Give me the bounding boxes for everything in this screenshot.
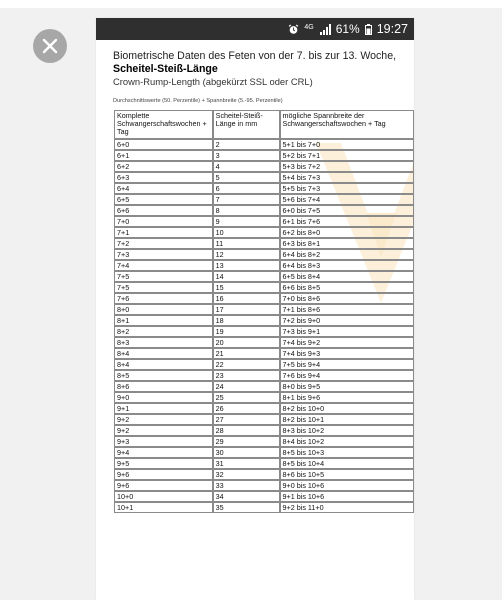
cell-crl: 3 [213,150,280,161]
cell-crl: 21 [213,348,280,359]
cell-crl: 28 [213,425,280,436]
cell-crl: 30 [213,447,280,458]
table-row [114,282,414,293]
cell-weeks: 7+0 [114,216,213,227]
cell-range: 8+0 bis 9+5 [280,381,414,392]
cell-weeks: 8+2 [114,326,213,337]
top-strip [0,0,502,8]
table-row [114,161,414,172]
cell-weeks: 6+5 [114,194,213,205]
table-row [114,238,414,249]
table-row [114,491,414,502]
header-crl: Scheitel-Steiß-Länge in mm [213,110,280,139]
table-row [114,172,414,183]
cell-weeks: 7+3 [114,249,213,260]
table-row [114,469,414,480]
cell-weeks: 9+6 [114,480,213,491]
cell-range: 7+3 bis 9+1 [280,326,414,337]
doc-title: Biometrische Daten des Feten von der 7. bis zur 13. Woche, [113,50,397,62]
cell-weeks: 9+6 [114,469,213,480]
cell-crl: 22 [213,359,280,370]
cell-crl: 20 [213,337,280,348]
table-row [114,260,414,271]
cell-range: 5+1 bis 7+0 [280,139,414,150]
cell-range: 8+5 bis 10+3 [280,447,414,458]
table-row [114,205,414,216]
cell-weeks: 6+3 [114,172,213,183]
cell-crl: 31 [213,458,280,469]
cell-weeks: 8+6 [114,381,213,392]
cell-range: 9+1 bis 10+6 [280,491,414,502]
crl-table [114,110,414,513]
cell-crl: 15 [213,282,280,293]
cell-range: 7+4 bis 9+2 [280,337,414,348]
cell-range: 8+2 bis 10+1 [280,414,414,425]
cell-weeks: 6+2 [114,161,213,172]
battery-icon [365,24,372,35]
cell-range: 5+5 bis 7+3 [280,183,414,194]
table-row [114,227,414,238]
cell-crl: 14 [213,271,280,282]
cell-weeks: 7+5 [114,271,213,282]
cell-crl: 8 [213,205,280,216]
table-row [114,183,414,194]
cell-range: 8+2 bis 10+0 [280,403,414,414]
cell-weeks: 9+0 [114,392,213,403]
cell-weeks: 10+0 [114,491,213,502]
cell-weeks: 9+1 [114,403,213,414]
cell-crl: 7 [213,194,280,205]
cell-range: 8+4 bis 10+2 [280,436,414,447]
cell-crl: 11 [213,238,280,249]
cell-weeks: 9+2 [114,414,213,425]
network-type: 4G [304,23,314,31]
document-content [96,40,414,513]
cell-weeks: 9+5 [114,458,213,469]
doc-note: Durchschnittswerte (50. Perzentile) + Spannbreite (5.-95. Perzentile) [113,98,283,104]
status-bar [96,18,414,40]
table-body [114,139,414,513]
table-row [114,370,414,381]
doc-subtitle: Scheitel-Steiß-Länge [113,63,218,75]
cell-crl: 9 [213,216,280,227]
cell-weeks: 9+2 [114,425,213,436]
cell-crl: 16 [213,293,280,304]
cell-weeks: 8+4 [114,348,213,359]
cell-weeks: 6+6 [114,205,213,216]
table-row [114,150,414,161]
table-row [114,414,414,425]
table-row [114,216,414,227]
cell-weeks: 7+2 [114,238,213,249]
header-weeks: Komplette Schwangerschaftswochen + Tag [114,110,213,139]
cell-range: 8+5 bis 10+4 [280,458,414,469]
cell-weeks: 10+1 [114,502,213,513]
cell-crl: 18 [213,315,280,326]
cell-range: 7+1 bis 8+6 [280,304,414,315]
table-row [114,458,414,469]
table-row [114,502,414,513]
cell-crl: 27 [213,414,280,425]
table-row [114,392,414,403]
cell-crl: 5 [213,172,280,183]
cell-range: 7+5 bis 9+4 [280,359,414,370]
cell-weeks: 7+1 [114,227,213,238]
cell-crl: 13 [213,260,280,271]
cell-range: 9+2 bis 11+0 [280,502,414,513]
battery-percent: 61% [335,22,360,36]
cell-crl: 29 [213,436,280,447]
cell-crl: 12 [213,249,280,260]
table-row [114,249,414,260]
table-row [114,271,414,282]
cell-crl: 4 [213,161,280,172]
table-row [114,326,414,337]
doc-subtitle-english: Crown-Rump-Length (abgekürzt SSL oder CRL) [113,76,313,87]
table-row [114,425,414,436]
cell-range: 7+2 bis 9+0 [280,315,414,326]
cell-range: 8+1 bis 9+6 [280,392,414,403]
cell-weeks: 8+3 [114,337,213,348]
cell-crl: 26 [213,403,280,414]
cell-range: 8+3 bis 10+2 [280,425,414,436]
table-row [114,315,414,326]
alarm-clock-icon [288,24,299,35]
cell-range: 6+1 bis 7+6 [280,216,414,227]
cell-weeks: 7+5 [114,282,213,293]
close-icon [42,38,58,54]
cell-crl: 35 [213,502,280,513]
table-row [114,436,414,447]
clock: 19:27 [376,22,408,36]
cell-range: 6+3 bis 8+1 [280,238,414,249]
cell-crl: 10 [213,227,280,238]
table-row [114,304,414,315]
cell-crl: 25 [213,392,280,403]
cell-range: 6+2 bis 8+0 [280,227,414,238]
cell-weeks: 8+0 [114,304,213,315]
cell-weeks: 7+6 [114,293,213,304]
close-button[interactable] [33,29,67,63]
cell-weeks: 6+1 [114,150,213,161]
cell-crl: 19 [213,326,280,337]
cell-crl: 6 [213,183,280,194]
cell-crl: 23 [213,370,280,381]
cell-weeks: 9+4 [114,447,213,458]
cell-range: 9+0 bis 10+6 [280,480,414,491]
cell-range: 6+6 bis 8+5 [280,282,414,293]
table-row [114,293,414,304]
cell-range: 7+4 bis 9+3 [280,348,414,359]
cell-crl: 2 [213,139,280,150]
signal-icon [319,24,331,35]
table-row [114,194,414,205]
table-row [114,359,414,370]
cell-range: 5+6 bis 7+4 [280,194,414,205]
table-row [114,139,414,150]
cell-range: 6+5 bis 8+4 [280,271,414,282]
cell-range: 5+2 bis 7+1 [280,150,414,161]
cell-crl: 33 [213,480,280,491]
cell-range: 6+4 bis 8+2 [280,249,414,260]
cell-range: 6+0 bis 7+5 [280,205,414,216]
cell-weeks: 8+1 [114,315,213,326]
cell-range: 5+3 bis 7+2 [280,161,414,172]
table-header-row [114,110,414,139]
cell-weeks: 8+4 [114,359,213,370]
cell-range: 6+4 bis 8+3 [280,260,414,271]
table-row [114,447,414,458]
cell-crl: 34 [213,491,280,502]
cell-range: 5+4 bis 7+3 [280,172,414,183]
cell-range: 7+0 bis 8+6 [280,293,414,304]
cell-weeks: 8+5 [114,370,213,381]
cell-range: 7+6 bis 9+4 [280,370,414,381]
table-row [114,403,414,414]
cell-range: 8+6 bis 10+5 [280,469,414,480]
cell-weeks: 9+3 [114,436,213,447]
cell-weeks: 6+0 [114,139,213,150]
header-range: mögliche Spannbreite der Schwangerschaftswochen + Tag [280,110,414,139]
cell-crl: 17 [213,304,280,315]
table-row [114,480,414,491]
table-row [114,337,414,348]
table-row [114,381,414,392]
cell-crl: 24 [213,381,280,392]
table-row [114,348,414,359]
cell-weeks: 6+4 [114,183,213,194]
cell-weeks: 7+4 [114,260,213,271]
cell-crl: 32 [213,469,280,480]
screenshot-image [96,18,414,600]
